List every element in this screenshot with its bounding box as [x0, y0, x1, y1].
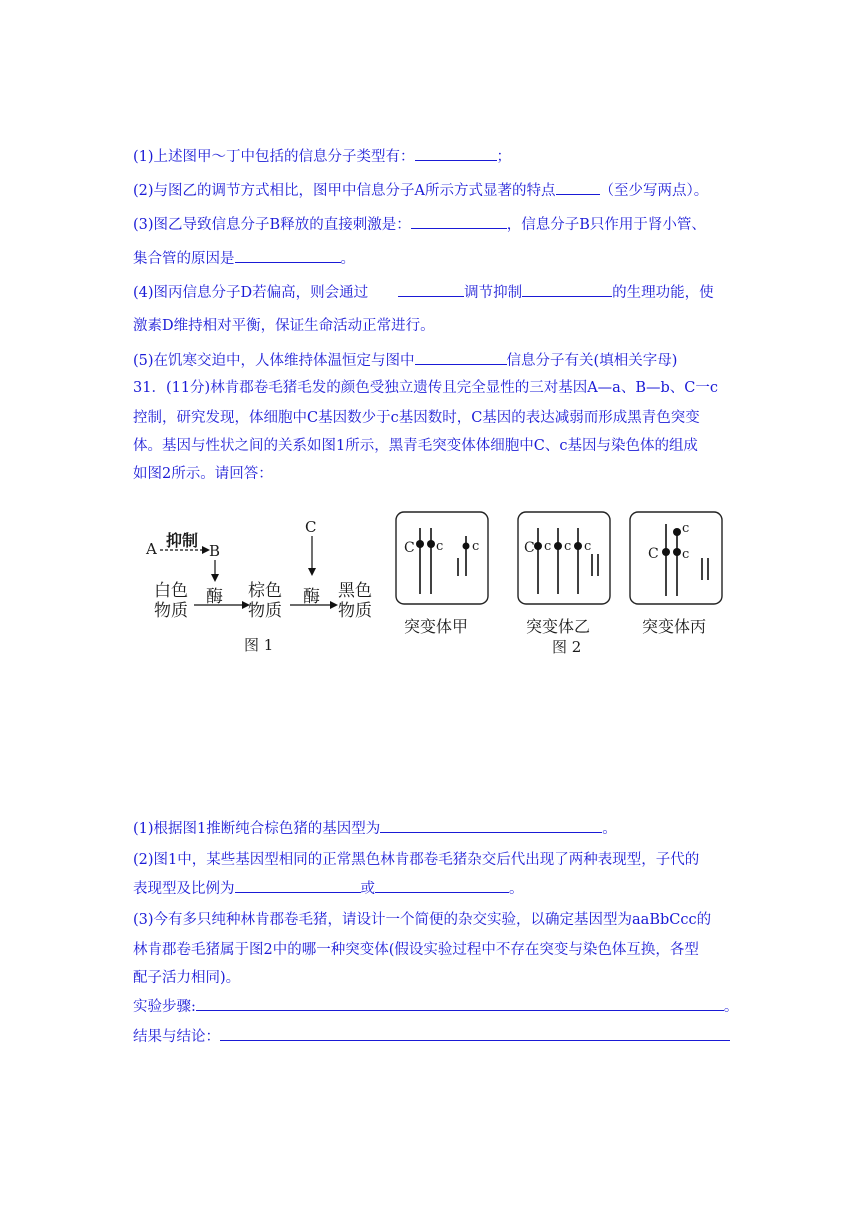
answer-blank[interactable] — [235, 248, 341, 263]
figure-2-mutants — [390, 506, 730, 662]
gene-c-text: c — [544, 539, 552, 554]
gene-c-label: C — [305, 518, 317, 536]
q30-5-text: (5)在饥寒交迫中，人体维持体温恒定与图中 — [133, 353, 415, 369]
gene-C-text: C — [648, 546, 659, 562]
q31-sub-3-cont: 林肯郡卷毛猪属于图2中的哪一种突变体(假设实验过程中不存在突变与染色体互换，各型 — [133, 942, 699, 958]
experiment-steps — [133, 996, 738, 1017]
q30-3-end: 。 — [340, 251, 355, 267]
brown-substance-1: 棕色 — [248, 581, 282, 601]
gene-c-text: c — [682, 547, 690, 562]
answer-blank[interactable] — [522, 282, 612, 297]
figure-1-pathway — [140, 514, 390, 656]
q30-4-line2: 激素D维持相对平衡，保证生命活动正常进行。 — [133, 318, 435, 334]
figure-1-caption: 图 1 — [244, 636, 274, 654]
q30-1-text: (1)上述图甲～丁中包括的信息分子类型有： — [133, 149, 415, 165]
q31-1-end: 。 — [602, 821, 617, 837]
answer-blank[interactable] — [220, 1026, 730, 1041]
white-substance-2: 物质 — [154, 601, 188, 621]
steps-end: 。 — [723, 999, 739, 1015]
answer-blank[interactable] — [196, 996, 724, 1011]
gene-c-text: c — [472, 539, 480, 554]
q31-sub-1 — [133, 818, 617, 839]
q30-item-3-cont — [133, 248, 355, 269]
results-conclusion — [133, 1026, 730, 1047]
q30-item-5 — [133, 350, 677, 371]
q30-2-text: (2)与图乙的调节方式相比，图甲中信息分子A所示方式显著的特点 — [133, 183, 556, 199]
mutant-c-label: 突变体丙 — [642, 617, 707, 636]
q30-4-text: (4)图丙信息分子D若偏高，则会通过 — [133, 285, 369, 301]
brown-substance-2: 物质 — [248, 601, 282, 621]
enzyme-2-label: 酶 — [303, 587, 320, 607]
answer-blank[interactable] — [556, 180, 600, 195]
q31-sub-2: (2)图1中，某些基因型相同的正常黑色林肯郡卷毛猪杂交后代出现了两种表现型，子代的 — [133, 852, 700, 868]
q30-item-4 — [133, 282, 714, 303]
answer-blank[interactable] — [375, 878, 509, 893]
mutant-b-label: 突变体乙 — [526, 617, 591, 636]
q30-5-end: 信息分子有关(填相关字母) — [506, 353, 678, 369]
gene-a-label: A — [146, 540, 157, 558]
gene-C-text: C — [404, 540, 415, 556]
q30-4-end: 的生理功能，使 — [612, 285, 714, 301]
steps-label: 实验步骤: — [133, 999, 196, 1015]
mutant-b-box — [518, 512, 610, 604]
answer-blank[interactable] — [415, 146, 497, 161]
black-substance-2: 物质 — [338, 601, 372, 621]
mutant-a-box — [396, 512, 488, 604]
black-substance-1: 黑色 — [338, 581, 372, 601]
inhibit-label: 抑制 — [166, 531, 199, 550]
q31-stem-1: 31．(11分)林肯郡卷毛猪毛发的颜色受独立遗传且完全显性的三对基因A—a、B—b、C一c — [133, 380, 718, 396]
gene-c-text: c — [584, 539, 592, 554]
answer-blank[interactable] — [415, 350, 507, 365]
q30-3-mid: ，信息分子B只作用于肾小管、 — [506, 217, 706, 233]
gene-c-text: c — [436, 539, 444, 554]
q30-item-3 — [133, 214, 706, 235]
results-label: 结果与结论： — [133, 1029, 220, 1045]
q31-sub-2-cont — [133, 878, 524, 899]
mutant-a-label: 突变体甲 — [404, 617, 469, 636]
gene-b-label: B — [209, 542, 221, 560]
q30-item-2 — [133, 180, 708, 201]
gene-c-text: c — [682, 521, 690, 536]
q31-2-end: 。 — [509, 881, 524, 897]
answer-blank[interactable] — [235, 878, 361, 893]
q30-item-1 — [133, 146, 511, 167]
gene-c-text: c — [564, 539, 572, 554]
gene-C-text: C — [524, 540, 535, 556]
white-substance-1: 白色 — [154, 581, 188, 601]
answer-blank[interactable] — [411, 214, 507, 229]
answer-blank[interactable] — [398, 282, 464, 297]
q30-2-end: （至少写两点）。 — [599, 183, 709, 199]
q31-stem-3: 体。基因与性状之间的关系如图1所示，黑青毛突变体体细胞中C、c基因与染色体的组成 — [133, 438, 698, 454]
q30-1-end: ； — [496, 149, 512, 165]
enzyme-1-label: 酶 — [206, 587, 223, 607]
q31-sub-3-cont2: 配子活力相同)。 — [133, 970, 241, 986]
q31-stem-2: 控制，研究发现，体细胞中C基因数少于c基因数时，C基因的表达减弱而形成黑青色突变 — [133, 410, 700, 426]
q30-3-line2: 集合管的原因是 — [133, 251, 235, 267]
figure-2-caption: 图 2 — [552, 638, 582, 656]
q31-sub-3: (3)今有多只纯种林肯郡卷毛猪，请设计一个简便的杂交实验，以确定基因型为aaBbCcc的 — [133, 912, 712, 928]
q31-1-text: (1)根据图1推断纯合棕色猪的基因型为 — [133, 821, 381, 837]
q30-3-text: (3)图乙导致信息分子B释放的直接刺激是： — [133, 217, 411, 233]
answer-blank[interactable] — [380, 818, 602, 833]
q31-2-text: 表现型及比例为 — [133, 881, 235, 897]
q31-2-or: 或 — [360, 881, 375, 897]
q31-stem-4: 如图2所示。请回答： — [133, 466, 273, 482]
q30-item-4-cont — [133, 316, 435, 336]
q30-4-mid: 调节抑制 — [464, 285, 523, 301]
